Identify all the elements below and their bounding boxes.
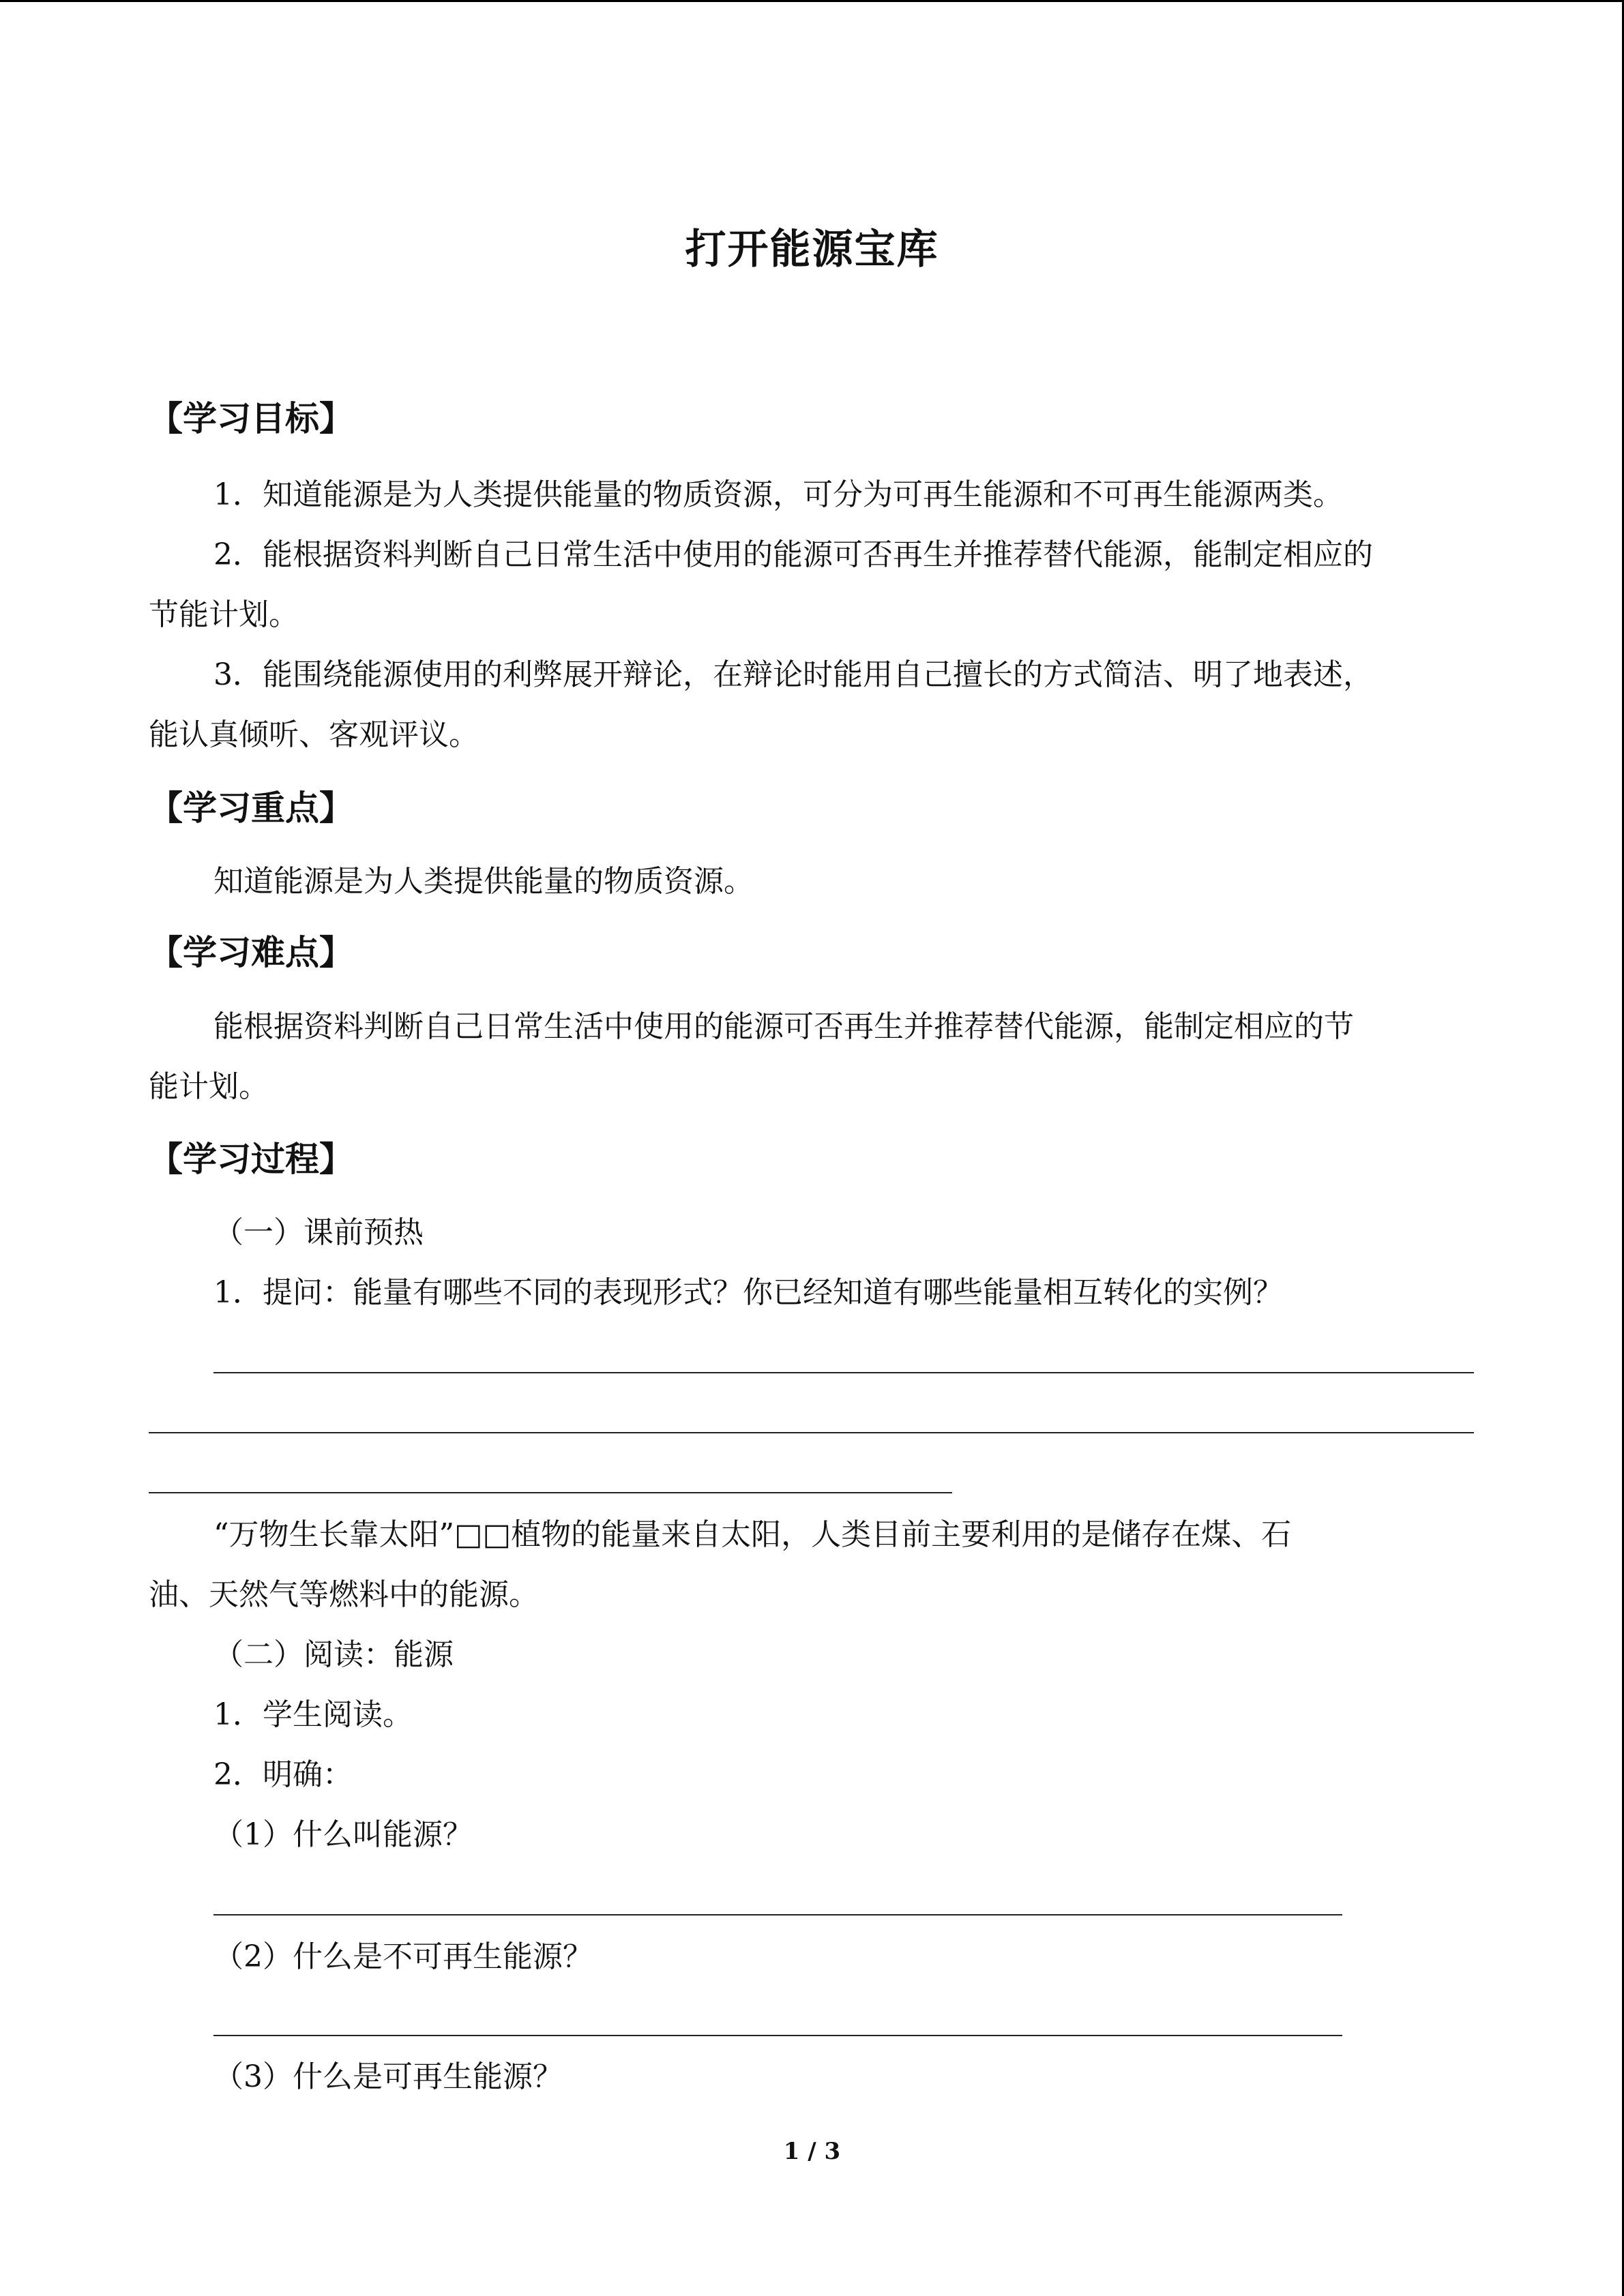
page-number: 1 / 3 [783, 2138, 841, 2165]
objectives-heading: 【学习目标】 [149, 399, 353, 438]
document-title: 打开能源宝库 [685, 226, 939, 273]
objective-1: 1．知道能源是为人类提供能量的物质资源，可分为可再生能源和不可再生能源两类。 [213, 477, 1343, 512]
answer-line-3 [149, 1492, 952, 1493]
objective-2: 2．能根据资料判断自己日常生活中使用的能源可否再生并推荐替代能源，能制定相应的 [213, 537, 1373, 572]
answer-line-q2 [213, 2035, 1342, 2036]
clarify-item: 2．明确： [213, 1757, 353, 1792]
question-what-is-energy: （1）什么叫能源？ [213, 1817, 473, 1852]
sun-paragraph-line-1: “万物生长靠太阳”□□植物的能量来自太阳，人类目前主要利用的是储存在煤、石 [213, 1517, 1292, 1552]
key-points-text: 知道能源是为人类提供能量的物质资源。 [213, 864, 754, 899]
part1-title: （一）课前预热 [213, 1215, 424, 1250]
answer-line-2 [149, 1432, 1474, 1433]
key-points-heading: 【学习重点】 [149, 788, 353, 828]
answer-line-1 [213, 1372, 1474, 1373]
question-1: 1．提问：能量有哪些不同的表现形式？你已经知道有哪些能量相互转化的实例？ [213, 1275, 1283, 1310]
objective-2-cont: 节能计划。 [149, 597, 299, 632]
question-renewable: （3）什么是可再生能源？ [213, 2059, 563, 2094]
question-nonrenewable: （2）什么是不可再生能源？ [213, 1939, 593, 1974]
difficulties-line-2: 能计划。 [149, 1069, 269, 1104]
difficulties-heading: 【学习难点】 [149, 933, 353, 972]
objective-3-cont: 能认真倾听、客观评议。 [149, 717, 479, 752]
objective-3: 3．能围绕能源使用的利弊展开辩论，在辩论时能用自己擅长的方式简洁、明了地表述， [213, 657, 1373, 692]
part2-title: （二）阅读：能源 [213, 1637, 454, 1672]
difficulties-line-1: 能根据资料判断自己日常生活中使用的能源可否再生并推荐替代能源，能制定相应的节 [213, 1009, 1354, 1044]
sun-paragraph-line-2: 油、天然气等燃料中的能源。 [149, 1577, 539, 1612]
answer-line-q1 [213, 1914, 1342, 1915]
process-heading: 【学习过程】 [149, 1139, 353, 1179]
read-item: 1．学生阅读。 [213, 1697, 413, 1732]
